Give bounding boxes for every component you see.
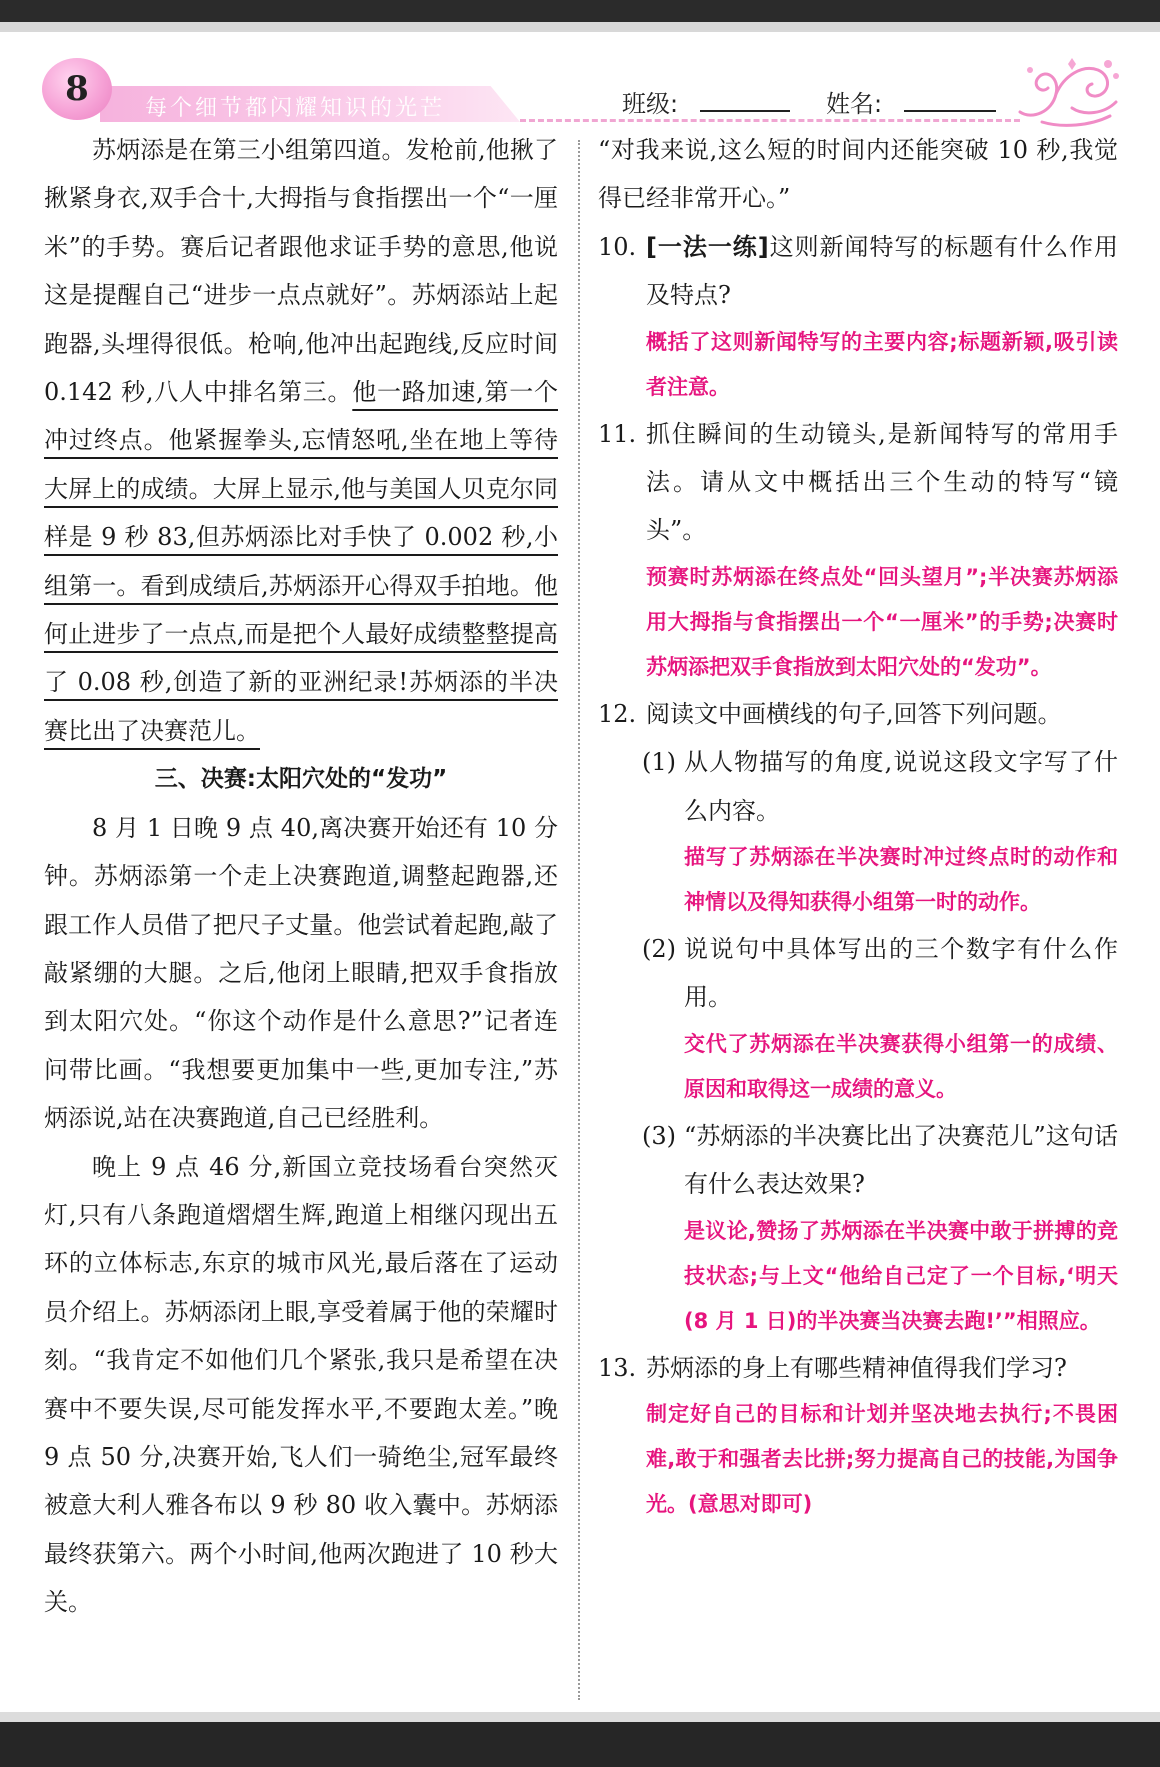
top-light-band [0,22,1160,32]
sub-question-number: (3) [642,1121,676,1150]
sub-question-number: (1) [642,748,676,777]
quote-continuation: “对我来说,这么短的时间内还能突破 10 秒,我觉得已经非常开心。” [598,136,1118,213]
answer-11: 预赛时苏炳添在终点处“回头望月”;半决赛苏炳添用大拇指与食指摆出一个“一厘米”的手势;决赛时苏炳添把双手食指放到太阳穴处的“发功”。 [646,564,1118,679]
question-12-1 [642,738,1118,835]
class-label: 班级: [622,90,679,118]
question-number: 10. [598,232,637,261]
bottom-dark-band [0,1722,1160,1767]
class-blank [700,110,790,112]
question-text: 说说句中具体写出的三个数字有什么作用。 [684,935,1118,1012]
answer-12-1: 描写了苏炳添在半决赛时冲过终点时的动作和神情以及得知获得小组第一时的动作。 [684,845,1118,915]
flourish-ornament-icon [1012,50,1124,128]
question-text: 从人物描写的角度,说说这段文字写了什么内容。 [684,748,1118,825]
answer-12-3: 是议论,赞扬了苏炳添在半决赛中敢于拼搏的竞技状态;与上文“他给自己定了一个目标,‘明天(8 月 1 日)的半决赛当决赛去跑!’”相照应。 [684,1218,1118,1333]
question-text: 阅读文中画横线的句子,回答下列问题。 [646,699,1062,728]
answer-10: 概括了这则新闻特写的主要内容;标题新颖,吸引读者注意。 [646,329,1118,399]
question-number: 13. [598,1353,637,1382]
article-paragraph: 8 月 1 日晚 9 点 40,离决赛开始还有 10 分钟。苏炳添第一个走上决赛跑道,调整起跑器,还跟工作人员借了把尺子丈量。他尝试着起跑,敲了敲紧绷的大腿。之后,他闭上眼睛,把双手食指放到太阳穴处。“你这个动作是什么意思?”记者连问带比画。“我想要更加集中一些,更加专注,”苏炳添说,站在决赛跑道,自己已经胜利。 [44,813,558,1133]
underlined-passage: 他一路加速,第一个冲过终点。他紧握拳头,忘情怒吼,坐在地上等待大屏上的成绩。大屏上显示,他与美国人贝克尔同样是 9 秒 83,但苏炳添比对手快了 0.002 秒,小组第一。看到成绩后,苏炳添开心得双手拍地。他何止进步了一点点,而是把个人最好成绩整整提高了 0.08 秒,创造了新的亚洲纪录!苏炳添的半决赛比出了决赛范儿。 [44,378,558,745]
article-paragraph: 晚上 9 点 46 分,新国立竞技场看台突然灭灯,只有八条跑道熠熠生辉,跑道上相继闪现出五环的立体标志,东京的城市风光,最后落在了运动员介绍上。苏炳添闭上眼,享受着属于他的荣耀时刻。“我肯定不如他们几个紧张,我只是希望在决赛中不要失误,尽可能发挥水平,不要跑太差。”晚 9 点 50 分,决赛开始,飞人们一骑绝尘,冠军最终被意大利人雅各布以 9 秒 80 收入囊中。苏炳添最终获第六。两个小时间,他两次跑进了 10 秒大关。 [44,1152,558,1617]
paragraph-text: 苏炳添是在第三小组第四道。发枪前,他揪了揪紧身衣,双手合十,大拇指与食指摆出一个“一厘米”的手势。赛后记者跟他求证手势的意思,他说这是提醒自己“进步一点点就好”。苏炳添站上起跑器,头埋得很低。枪响,他冲出起跑线,反应时间 0.142 秒,八人中排名第三。 [44,136,558,407]
column-divider [578,140,580,1700]
name-blank [904,110,996,112]
question-13 [598,1344,1118,1392]
sub-question-number: (2) [642,935,676,964]
question-text: 苏炳添的身上有哪些精神值得我们学习? [646,1353,1067,1382]
header-dashed-line [520,119,1020,122]
answer-13: 制定好自己的目标和计划并坚决地去执行;不畏困难,敢于和强者去比拼;努力提高自己的技能,为国争光。(意思对即可) [646,1402,1118,1517]
section-heading: 三、决赛:太阳穴处的“发功” [154,766,448,793]
question-12-3 [642,1112,1118,1209]
practice-tag: [一法一练] [646,232,769,261]
question-text: “苏炳添的半决赛比出了决赛范儿”这句话有什么表达效果? [684,1121,1118,1199]
answer-12-2: 交代了苏炳添在半决赛获得小组第一的成绩、原因和取得这一成绩的意义。 [684,1031,1118,1101]
page-number-badge: 8 [42,58,112,120]
question-12 [598,690,1118,738]
article-paragraph [44,126,558,755]
question-text: 这则新闻特写的标题有什么作用及特点? [646,232,1119,310]
question-text: 抓住瞬间的生动镜头,是新闻特写的常用手法。请从文中概括出三个生动的特写“镜头”。 [646,419,1118,545]
name-label: 姓名: [826,90,883,118]
left-column [44,126,558,1627]
right-column [598,126,1118,1527]
header-banner-text: 每个细节都闪耀知识的光芒 [145,96,446,121]
question-number: 12. [598,699,637,728]
question-11 [598,410,1118,555]
question-10 [598,223,1118,320]
question-12-2 [642,925,1118,1022]
question-number: 11. [598,419,637,448]
